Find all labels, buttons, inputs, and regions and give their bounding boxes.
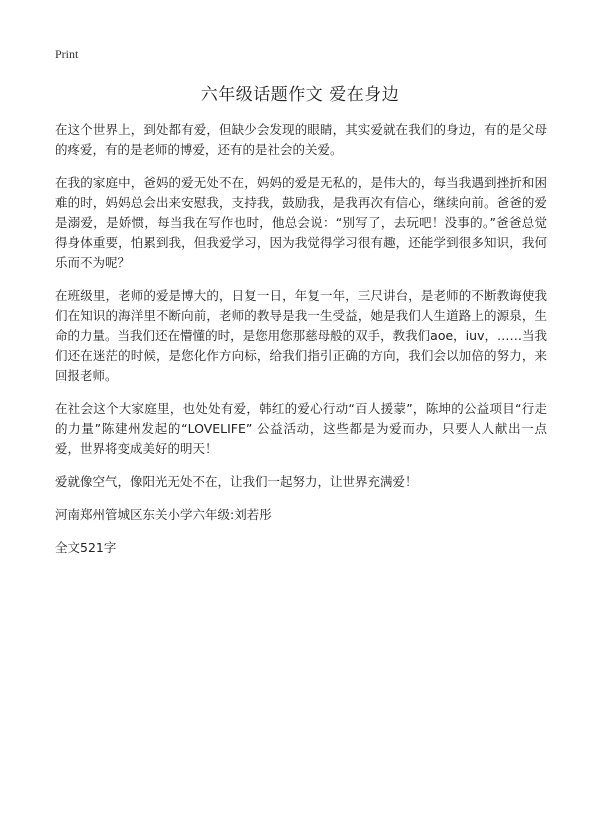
- paragraph-intro: 在这个世界上，到处都有爱，但缺少会发现的眼睛，其实爱就在我们的身边，有的是父母的疼爱，有的是老师的博爱，还有的是社会的关爱。: [55, 122, 547, 157]
- article-title: 六年级话题作文 爱在身边: [200, 85, 400, 105]
- word-count: 全文521字: [55, 540, 117, 555]
- paragraph-family: 在我的家庭中，爸妈的爱无处不在，妈妈的爱是无私的，是伟大的，每当我遇到挫折和困难的时，妈妈总会出来安慰我，支持我，鼓励我，是我再次有信心，继续向前。爸爸的爱是溺爱，是娇惯，每当我在写作也时，他总会说：“别写了，去玩吧！没事的。”爸爸总觉得身体重要，怕累到我，但我爱学习，因为我觉得学习很有趣，还能学到很多知识，我何乐而不为呢？: [55, 175, 547, 270]
- paragraph-conclusion: 爱就像空气，像阳光无处不在，让我们一起努力，让世界充满爱！: [55, 474, 418, 489]
- print-link[interactable]: Print: [55, 47, 79, 61]
- article-body: [55, 120, 547, 571]
- paragraph-teacher: 在班级里，老师的爱是博大的，日复一日，年复一年，三尺讲台，是老师的不断教诲使我们在知识的海洋里不断向前，老师的教导是我一生受益，她是我们人生道路上的源泉，生命的力量。当我们还在懵懂的时，是您用您那慈母般的双手，教我们aoe，iuv，……当我们还在迷茫的时候，是您化作方向标，给我们指引正确的方向，我们会以加倍的努力，来回报老师。: [55, 288, 547, 383]
- author-line: 河南郑州管城区东关小学六年级:刘若彤: [55, 507, 272, 522]
- paragraph-society: 在社会这个大家庭里，也处处有爱，韩红的爱心行动“百人援蒙”，陈坤的公益项目“行走的力量”陈建州发起的“LOVELIFE” 公益活动，这些都是为爱而办，只要人人献出一点爱，世界将变成美好的明天！: [55, 401, 547, 456]
